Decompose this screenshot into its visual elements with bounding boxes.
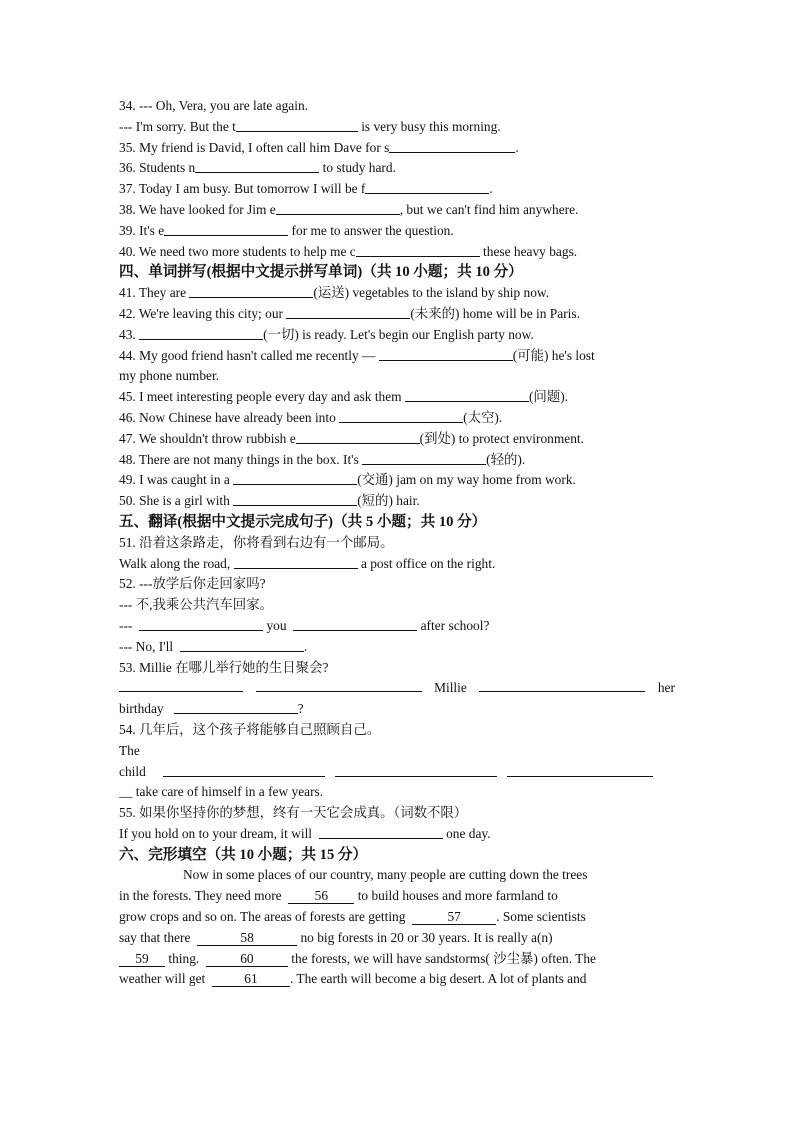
question-51-chinese: 51. 沿着这条路走，你将看到右边有一个邮局。 xyxy=(119,534,394,550)
answer-blank[interactable] xyxy=(335,763,497,777)
question-52-chinese-2: --- 不,我乘公共汽车回家。 xyxy=(119,597,273,613)
cloze-paragraph-line-2: in the forests. They need more 56 to build houses and more farmland to xyxy=(119,888,558,904)
question-34-line-2: --- I'm sorry. But the t is very busy this morning. xyxy=(119,118,501,134)
answer-blank[interactable] xyxy=(356,243,480,257)
answer-blank[interactable] xyxy=(389,139,515,153)
answer-blank[interactable] xyxy=(296,430,420,444)
question-35: 35. My friend is David, I often call him Dave for s . xyxy=(119,139,519,155)
question-52-line-2: --- No, I'll . xyxy=(119,638,308,654)
question-51: Walk along the road, a post office on the right. xyxy=(119,555,496,571)
answer-blank[interactable] xyxy=(286,305,410,319)
answer-blank[interactable] xyxy=(234,555,358,569)
question-49: 49. I was caught in a (交通) jam on my way home from work. xyxy=(119,472,576,488)
question-42: 42. We're leaving this city; our (未来的) home will be in Paris. xyxy=(119,305,580,321)
question-43: 43. (一切) is ready. Let's begin our English party now. xyxy=(119,326,534,342)
question-48: 48. There are not many things in the box. It's (轻的). xyxy=(119,451,526,467)
question-54-line-3: __ take care of himself in a few years. xyxy=(119,784,324,800)
answer-blank[interactable] xyxy=(362,451,486,465)
question-41: 41. They are (运送) vegetables to the island by ship now. xyxy=(119,285,550,301)
cloze-paragraph-line-6: weather will get 61 . The earth will become a big desert. A lot of plants and xyxy=(119,971,587,987)
cloze-blank-58[interactable]: 58 xyxy=(197,931,297,946)
question-54-line-2: child xyxy=(119,762,675,783)
question-53-chinese: 53. Millie 在哪儿举行她的生日聚会? xyxy=(119,659,329,675)
cloze-paragraph-line-1: Now in some places of our country, many people are cutting down the trees xyxy=(183,867,588,883)
cloze-blank-56[interactable]: 56 xyxy=(288,889,354,904)
question-34-line-1: 34. --- Oh, Vera, you are late again. xyxy=(119,98,309,113)
answer-blank[interactable] xyxy=(139,617,263,631)
answer-blank[interactable] xyxy=(319,825,443,839)
question-37: 37. Today I am busy. But tomorrow I will be f . xyxy=(119,181,493,197)
section-4-heading: 四、单词拼写(根据中文提示拼写单词)（共 10 小题；共 10 分） xyxy=(119,264,523,281)
question-53-line-1: Millie her xyxy=(119,678,675,699)
question-36: 36. Students n to study hard. xyxy=(119,160,396,176)
answer-blank[interactable] xyxy=(163,763,325,777)
question-54-chinese: 54. 几年后，这个孩子将能够自己照顾自己。 xyxy=(119,721,381,737)
answer-blank[interactable] xyxy=(174,700,298,714)
answer-blank[interactable] xyxy=(236,118,358,132)
answer-blank[interactable] xyxy=(379,347,513,361)
answer-blank[interactable] xyxy=(180,638,304,652)
answer-blank[interactable] xyxy=(507,763,653,777)
answer-blank[interactable] xyxy=(233,471,357,485)
question-52-line-1: --- you after school? xyxy=(119,617,490,633)
question-47: 47. We shouldn't throw rubbish e (到处) to protect environment. xyxy=(119,430,585,446)
answer-blank[interactable] xyxy=(365,180,489,194)
cloze-blank-59[interactable]: 59 xyxy=(119,952,165,967)
answer-blank[interactable] xyxy=(293,617,417,631)
answer-blank[interactable] xyxy=(189,284,313,298)
question-50: 50. She is a girl with (短的) hair. xyxy=(119,493,420,509)
question-46: 46. Now Chinese have already been into (太空). xyxy=(119,409,503,425)
cloze-blank-60[interactable]: 60 xyxy=(206,952,288,967)
cloze-blank-61[interactable]: 61 xyxy=(212,972,290,987)
question-38: 38. We have looked for Jim e , but we can't find him anywhere. xyxy=(119,201,579,217)
answer-blank[interactable] xyxy=(139,326,263,340)
question-52-chinese-1: 52. ---放学后你走回家吗? xyxy=(119,576,266,592)
question-55: If you hold on to your dream, it will one day. xyxy=(119,825,491,841)
cloze-paragraph-line-4: say that there 58 no big forests in 20 or 30 years. It is really a(n) xyxy=(119,929,553,945)
question-44-continued: my phone number. xyxy=(119,368,220,384)
answer-blank[interactable] xyxy=(164,222,288,236)
question-40: 40. We need two more students to help me c these heavy bags. xyxy=(119,243,578,259)
question-44: 44. My good friend hasn't called me recently — (可能) he's lost xyxy=(119,347,595,363)
answer-blank[interactable] xyxy=(339,409,463,423)
question-55-chinese: 55. 如果你坚持你的梦想，终有一天它会成真。（词数不限） xyxy=(119,805,468,821)
answer-blank[interactable] xyxy=(405,388,529,402)
cloze-blank-57[interactable]: 57 xyxy=(412,910,496,925)
answer-blank[interactable] xyxy=(479,678,645,692)
answer-blank[interactable] xyxy=(233,492,357,506)
question-45: 45. I meet interesting people every day and ask them (问题). xyxy=(119,389,569,405)
answer-blank[interactable] xyxy=(256,678,422,692)
answer-blank[interactable] xyxy=(195,159,319,173)
question-39: 39. It's e for me to answer the question. xyxy=(119,222,454,238)
answer-blank[interactable] xyxy=(276,201,400,215)
cloze-paragraph-line-5: 59 thing. 60 the forests, we will have sandstorms( 沙尘暴) often. The xyxy=(119,949,675,970)
section-5-heading: 五、翻译(根据中文提示完成句子)（共 5 小题；共 10 分） xyxy=(119,513,487,530)
section-6-heading: 六、完形填空（共 10 小题；共 15 分） xyxy=(119,846,368,863)
question-54-line-1: The xyxy=(119,742,140,758)
cloze-paragraph-line-3: grow crops and so on. The areas of forests are getting 57 . Some scientists xyxy=(119,909,586,925)
answer-blank[interactable] xyxy=(119,678,243,692)
worksheet-page xyxy=(119,96,675,990)
question-53-line-2: birthday ? xyxy=(119,701,304,717)
